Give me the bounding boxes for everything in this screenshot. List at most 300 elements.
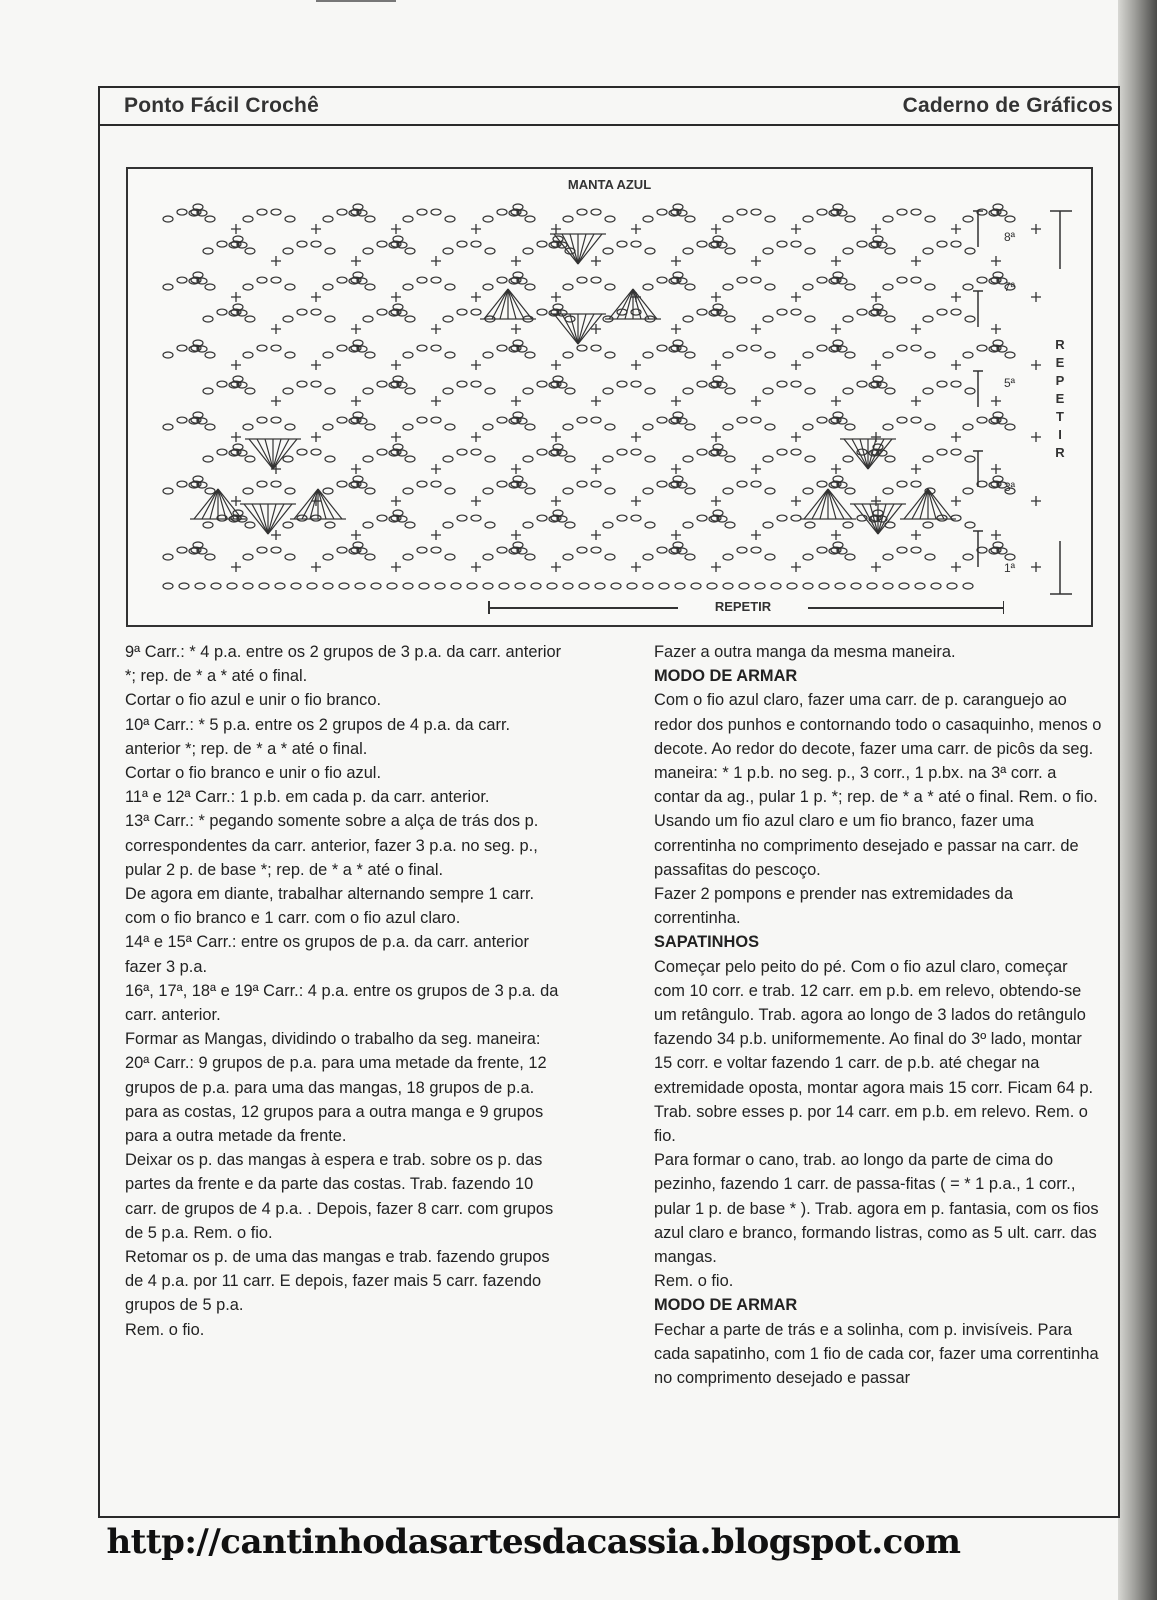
chain-stitch-symbol xyxy=(611,583,621,589)
single-crochet-symbol xyxy=(751,530,761,540)
chain-stitch-symbol xyxy=(405,316,415,322)
chain-stitch-symbol xyxy=(1005,554,1015,560)
chain-stitch-symbol xyxy=(697,449,707,455)
chain-stitch-symbol xyxy=(377,515,387,521)
chain-stitch-symbol xyxy=(283,316,293,322)
chain-stitch-symbol xyxy=(443,248,453,254)
single-crochet-symbol xyxy=(831,530,841,540)
chain-stitch-symbol xyxy=(697,381,707,387)
chain-stitch-symbol xyxy=(457,381,467,387)
chain-stitch-symbol xyxy=(723,352,733,358)
chain-stitch-symbol xyxy=(777,449,787,455)
single-crochet-symbol xyxy=(351,324,361,334)
chain-stitch-symbol xyxy=(643,424,653,430)
chain-stitch-symbol xyxy=(963,488,973,494)
chain-stitch-symbol xyxy=(737,277,747,283)
chain-stitch-symbol xyxy=(723,488,733,494)
chain-stitch-symbol xyxy=(897,417,907,423)
fan-stitch-line xyxy=(492,289,508,319)
single-crochet-symbol xyxy=(631,496,641,506)
chain-stitch-symbol xyxy=(683,456,693,462)
chain-stitch-symbol xyxy=(765,284,775,290)
chain-stitch-symbol xyxy=(697,515,707,521)
chain-stitch-symbol xyxy=(883,488,893,494)
chain-stitch-symbol xyxy=(365,284,375,290)
chain-stitch-symbol xyxy=(805,388,815,394)
chain-stitch-symbol xyxy=(843,248,853,254)
chain-stitch-symbol xyxy=(965,248,975,254)
chain-stitch-symbol xyxy=(1005,352,1015,358)
chain-stitch-symbol xyxy=(283,388,293,394)
single-crochet-symbol xyxy=(391,360,401,370)
chain-stitch-symbol xyxy=(805,316,815,322)
chain-stitch-symbol xyxy=(845,424,855,430)
chain-stitch-symbol xyxy=(885,248,895,254)
paragraph: Fazer a outra manga da mesma maneira. xyxy=(654,643,956,661)
single-crochet-symbol xyxy=(751,464,761,474)
chain-stitch-symbol xyxy=(835,583,845,589)
paragraph: Com o fio azul claro, fazer uma carr. de p. caranguejo ao redor dos punhos e contornando todo o casaquinho, menos o decote. Ao redor do decote, fazer uma carr. de picôs da seg. maneira: * 1 p.b. no seg. p., 3 corr., 1 p.bx. na 3ª corr. a contar da ag., pular 1 p. *; rep. de * a * até o final. Rem. o fio. Usando um fio azul claro e um fio branco, fazer uma correntinha no comprimento desejado e passar na carr. de passafitas do pescoço. xyxy=(654,691,1102,879)
single-crochet-symbol xyxy=(351,464,361,474)
chain-stitch-symbol xyxy=(951,515,961,521)
chain-stitch-symbol xyxy=(723,284,733,290)
picot-dot xyxy=(716,516,719,519)
single-crochet-symbol xyxy=(791,496,801,506)
single-crochet-symbol xyxy=(311,432,321,442)
chain-stitch-symbol xyxy=(631,515,641,521)
single-crochet-symbol xyxy=(511,530,521,540)
picot-dot xyxy=(516,346,519,349)
chain-stitch-symbol xyxy=(777,241,787,247)
chain-stitch-symbol xyxy=(915,583,925,589)
single-crochet-symbol xyxy=(791,292,801,302)
single-crochet-symbol xyxy=(391,496,401,506)
chain-stitch-symbol xyxy=(723,583,733,589)
single-crochet-symbol xyxy=(671,530,681,540)
side-repeat-letter: R xyxy=(1055,337,1065,352)
single-crochet-symbol xyxy=(791,360,801,370)
chain-stitch-symbol xyxy=(431,209,441,215)
chain-stitch-symbol xyxy=(803,424,813,430)
chain-stitch-symbol xyxy=(365,216,375,222)
chain-stitch-symbol xyxy=(431,277,441,283)
chain-stitch-symbol xyxy=(217,309,227,315)
chain-stitch-symbol xyxy=(243,488,253,494)
single-crochet-symbol xyxy=(231,360,241,370)
chain-stitch-symbol xyxy=(751,277,761,283)
chain-stitch-symbol xyxy=(325,388,335,394)
section-heading: MODO DE ARMAR xyxy=(654,667,798,686)
single-crochet-symbol xyxy=(671,324,681,334)
chain-stitch-symbol xyxy=(787,583,797,589)
chain-stitch-symbol xyxy=(257,209,267,215)
chain-stitch-symbol xyxy=(791,515,801,521)
chain-stitch-symbol xyxy=(697,241,707,247)
chain-stitch-symbol xyxy=(205,284,215,290)
chain-stitch-symbol xyxy=(737,209,747,215)
single-crochet-symbol xyxy=(1031,224,1041,234)
chain-stitch-symbol xyxy=(205,424,215,430)
picot-dot xyxy=(396,516,399,519)
single-crochet-symbol xyxy=(311,562,321,572)
chain-stitch-symbol xyxy=(163,424,173,430)
chain-stitch-symbol xyxy=(483,424,493,430)
chain-stitch-symbol xyxy=(965,316,975,322)
chain-stitch-symbol xyxy=(923,456,933,462)
repeat-bracket-end-right xyxy=(1003,601,1005,614)
chain-stitch-symbol xyxy=(497,481,507,487)
chain-stitch-symbol xyxy=(499,583,509,589)
single-crochet-symbol xyxy=(951,360,961,370)
chain-stitch-symbol xyxy=(685,554,695,560)
fan-stitch-line xyxy=(218,489,234,519)
single-crochet-symbol xyxy=(231,496,241,506)
chain-stitch-symbol xyxy=(617,381,627,387)
chain-stitch-symbol xyxy=(911,547,921,553)
chain-stitch-symbol xyxy=(617,449,627,455)
picot-dot xyxy=(236,382,239,385)
chain-stitch-symbol xyxy=(497,209,507,215)
chain-stitch-symbol xyxy=(323,583,333,589)
chain-stitch-symbol xyxy=(657,547,667,553)
chain-stitch-symbol xyxy=(325,248,335,254)
chain-stitch-symbol xyxy=(257,547,267,553)
row-end-marker xyxy=(973,291,983,327)
chain-stitch-symbol xyxy=(819,583,829,589)
repeat-bracket-bottom xyxy=(488,599,1004,619)
chain-stitch-symbol xyxy=(445,554,455,560)
chain-stitch-symbol xyxy=(563,583,573,589)
chain-stitch-symbol xyxy=(923,248,933,254)
chain-stitch-symbol xyxy=(483,554,493,560)
single-crochet-symbol xyxy=(911,256,921,266)
chain-stitch-symbol xyxy=(467,583,477,589)
chain-stitch-symbol xyxy=(605,424,615,430)
chain-stitch-symbol xyxy=(723,554,733,560)
chain-stitch-symbol xyxy=(285,424,295,430)
chain-stitch-symbol xyxy=(283,248,293,254)
single-crochet-symbol xyxy=(711,224,721,234)
chain-stitch-symbol xyxy=(163,216,173,222)
chain-stitch-symbol xyxy=(763,388,773,394)
paragraph: Cortar o fio azul e unir o fio branco. xyxy=(125,691,382,710)
chain-stitch-symbol xyxy=(419,583,429,589)
chain-stitch-symbol xyxy=(725,316,735,322)
chain-stitch-symbol xyxy=(899,583,909,589)
fan-stitch-line xyxy=(508,289,524,319)
chain-stitch-symbol xyxy=(537,381,547,387)
chain-stitch-symbol xyxy=(657,277,667,283)
chain-stitch-symbol xyxy=(817,417,827,423)
single-crochet-symbol xyxy=(231,432,241,442)
chain-stitch-symbol xyxy=(163,352,173,358)
repeat-bottom-label: REPETIR xyxy=(678,599,808,614)
picot-dot xyxy=(516,418,519,421)
chain-stitch-symbol xyxy=(725,456,735,462)
chain-stitch-symbol xyxy=(445,488,455,494)
chain-stitch-symbol xyxy=(643,216,653,222)
picot-dot xyxy=(716,450,719,453)
chain-stitch-symbol xyxy=(285,554,295,560)
chain-stitch-symbol xyxy=(751,345,761,351)
chain-stitch-symbol xyxy=(577,345,587,351)
chain-stitch-symbol xyxy=(245,522,255,528)
chain-stitch-symbol xyxy=(937,309,947,315)
picot-dot xyxy=(836,278,839,281)
header-left-title: Ponto Fácil Crochê xyxy=(124,94,319,117)
chain-stitch-symbol xyxy=(563,554,573,560)
chain-stitch-symbol xyxy=(377,449,387,455)
chain-stitch-symbol xyxy=(803,352,813,358)
chain-stitch-symbol xyxy=(643,352,653,358)
chain-stitch-symbol xyxy=(631,241,641,247)
chain-stitch-symbol xyxy=(963,352,973,358)
chain-stitch-symbol xyxy=(403,424,413,430)
single-crochet-symbol xyxy=(551,224,561,234)
chain-stitch-symbol xyxy=(443,388,453,394)
chain-stitch-symbol xyxy=(271,547,281,553)
single-crochet-symbol xyxy=(551,432,561,442)
chain-stitch-symbol xyxy=(883,352,893,358)
chain-stitch-symbol xyxy=(805,248,815,254)
chain-stitch-symbol xyxy=(417,345,427,351)
chain-stitch-symbol xyxy=(311,381,321,387)
chain-stitch-symbol xyxy=(591,417,601,423)
chain-stitch-symbol xyxy=(817,277,827,283)
picot-dot xyxy=(836,548,839,551)
chain-stitch-symbol xyxy=(523,522,533,528)
chain-stitch-symbol xyxy=(765,216,775,222)
chain-stitch-symbol xyxy=(951,381,961,387)
chain-stitch-symbol xyxy=(435,583,445,589)
chain-stitch-symbol xyxy=(897,547,907,553)
single-crochet-symbol xyxy=(631,224,641,234)
chain-stitch-symbol xyxy=(603,388,613,394)
picot-dot xyxy=(996,418,999,421)
picot-dot xyxy=(236,450,239,453)
chain-stitch-symbol xyxy=(977,417,987,423)
chain-stitch-symbol xyxy=(245,456,255,462)
chain-stitch-symbol xyxy=(805,456,815,462)
chain-stitch-symbol xyxy=(485,388,495,394)
chain-stitch-symbol xyxy=(763,522,773,528)
chain-stitch-symbol xyxy=(923,522,933,528)
chain-stitch-symbol xyxy=(725,522,735,528)
chain-stitch-symbol xyxy=(643,554,653,560)
chain-stitch-symbol xyxy=(163,284,173,290)
paragraph: De agora em diante, trabalhar alternando sempre 1 carr. com o fio branco e 1 carr. com o fio azul claro. xyxy=(125,885,535,928)
chain-stitch-symbol xyxy=(271,417,281,423)
chain-stitch-symbol xyxy=(365,554,375,560)
picot-dot xyxy=(836,346,839,349)
picot-dot xyxy=(716,242,719,245)
chain-stitch-symbol xyxy=(591,345,601,351)
picot-dot xyxy=(836,210,839,213)
chain-stitch-symbol xyxy=(851,583,861,589)
chain-stitch-symbol xyxy=(697,309,707,315)
chain-stitch-symbol xyxy=(525,352,535,358)
single-crochet-symbol xyxy=(951,292,961,302)
paragraph: Retomar os p. de uma das mangas e trab. fazendo grupos de 4 p.a. por 11 carr. E depois, fazer mais 5 carr. fazendo grupos de 5 p.a. xyxy=(125,1248,550,1315)
chain-stitch-symbol xyxy=(291,583,301,589)
chain-stitch-symbol xyxy=(885,456,895,462)
single-crochet-symbol xyxy=(911,324,921,334)
chain-stitch-symbol xyxy=(471,515,481,521)
chain-stitch-symbol xyxy=(297,449,307,455)
chain-stitch-symbol xyxy=(603,248,613,254)
picot-dot xyxy=(556,310,559,313)
chain-stitch-symbol xyxy=(765,352,775,358)
chain-stitch-symbol xyxy=(977,345,987,351)
chain-stitch-symbol xyxy=(963,424,973,430)
picot-dot xyxy=(356,482,359,485)
chain-stitch-symbol xyxy=(817,547,827,553)
picot-dot xyxy=(676,482,679,485)
chain-stitch-symbol xyxy=(657,481,667,487)
chain-stitch-symbol xyxy=(497,345,507,351)
chain-stitch-symbol xyxy=(297,309,307,315)
chain-stitch-symbol xyxy=(337,209,347,215)
picot-dot xyxy=(676,548,679,551)
chain-stitch-symbol xyxy=(923,388,933,394)
chain-stitch-symbol xyxy=(377,241,387,247)
chain-stitch-symbol xyxy=(497,547,507,553)
single-crochet-symbol xyxy=(791,562,801,572)
single-crochet-symbol xyxy=(271,530,281,540)
chain-stitch-symbol xyxy=(631,449,641,455)
chain-stitch-symbol xyxy=(805,522,815,528)
paragraph: 10ª Carr.: * 5 p.a. entre os 2 grupos de 4 p.a. da carr. anterior *; rep. de * a * até o final. xyxy=(125,715,511,758)
single-crochet-symbol xyxy=(631,432,641,442)
single-crochet-symbol xyxy=(591,464,601,474)
chain-stitch-symbol xyxy=(763,248,773,254)
chain-stitch-symbol xyxy=(177,417,187,423)
single-crochet-symbol xyxy=(711,562,721,572)
chain-stitch-symbol xyxy=(471,449,481,455)
single-crochet-symbol xyxy=(231,224,241,234)
chain-stitch-symbol xyxy=(177,209,187,215)
chain-stitch-symbol xyxy=(751,209,761,215)
chain-stitch-symbol xyxy=(325,316,335,322)
chain-stitch-symbol xyxy=(445,352,455,358)
chain-stitch-symbol xyxy=(523,456,533,462)
chain-stitch-symbol xyxy=(483,352,493,358)
chain-stitch-symbol xyxy=(565,388,575,394)
single-crochet-symbol xyxy=(671,256,681,266)
chain-stitch-symbol xyxy=(897,481,907,487)
single-crochet-symbol xyxy=(911,464,921,474)
chain-stitch-symbol xyxy=(531,583,541,589)
chain-stitch-symbol xyxy=(205,554,215,560)
chain-stitch-symbol xyxy=(685,284,695,290)
picot-dot xyxy=(196,346,199,349)
chain-stitch-symbol xyxy=(937,449,947,455)
single-crochet-symbol xyxy=(991,530,1001,540)
chain-stitch-symbol xyxy=(525,284,535,290)
chain-stitch-symbol xyxy=(431,345,441,351)
row-label: 7ª xyxy=(1004,280,1016,294)
single-crochet-symbol xyxy=(871,562,881,572)
single-crochet-symbol xyxy=(631,562,641,572)
chain-stitch-symbol xyxy=(1005,424,1015,430)
chain-stitch-symbol xyxy=(723,216,733,222)
paragraph: Para formar o cano, trab. ao longo da parte de cima do pezinho, fazendo 1 carr. de passa-fitas ( = * 1 p.a., 1 corr., pular 1 p. de base * ). Trab. agora em p. fantasia, com os fios azul claro e branco, formando listras, como as 5 ult. carr. das mangas. xyxy=(654,1151,1099,1267)
crochet-chart xyxy=(126,167,1093,627)
single-crochet-symbol xyxy=(1031,432,1041,442)
chain-stitch-symbol xyxy=(323,284,333,290)
single-crochet-symbol xyxy=(271,256,281,266)
single-crochet-symbol xyxy=(871,224,881,234)
chain-stitch-symbol xyxy=(737,345,747,351)
chain-stitch-symbol xyxy=(275,583,285,589)
chain-stitch-symbol xyxy=(843,388,853,394)
picot-dot xyxy=(396,310,399,313)
chain-stitch-symbol xyxy=(547,583,557,589)
chain-stitch-symbol xyxy=(777,515,787,521)
chain-stitch-symbol xyxy=(243,284,253,290)
chain-stitch-symbol xyxy=(163,554,173,560)
chain-stitch-symbol xyxy=(337,277,347,283)
chain-stitch-symbol xyxy=(371,583,381,589)
chain-stitch-symbol xyxy=(595,583,605,589)
chain-stitch-symbol xyxy=(417,547,427,553)
chain-stitch-symbol xyxy=(911,277,921,283)
chain-stitch-symbol xyxy=(591,481,601,487)
chain-stitch-symbol xyxy=(403,284,413,290)
chain-stitch-symbol xyxy=(323,488,333,494)
chain-stitch-symbol xyxy=(591,547,601,553)
chain-stitch-symbol xyxy=(285,488,295,494)
picot-dot xyxy=(356,346,359,349)
picot-dot xyxy=(836,418,839,421)
footer-url: http://cantinhodasartesdacassia.blogspot.com xyxy=(106,1522,961,1562)
chain-stitch-symbol xyxy=(643,583,653,589)
chain-stitch-symbol xyxy=(325,456,335,462)
single-crochet-symbol xyxy=(351,530,361,540)
chain-stitch-symbol xyxy=(203,248,213,254)
chain-stitch-symbol xyxy=(443,456,453,462)
chain-stitch-symbol xyxy=(737,417,747,423)
side-repeat-letter: E xyxy=(1055,391,1065,406)
chain-stitch-symbol xyxy=(937,381,947,387)
chain-stitch-symbol xyxy=(883,216,893,222)
chain-stitch-symbol xyxy=(577,481,587,487)
single-crochet-symbol xyxy=(991,256,1001,266)
single-crochet-symbol xyxy=(831,464,841,474)
chain-stitch-symbol xyxy=(445,216,455,222)
single-crochet-symbol xyxy=(871,292,881,302)
chain-stitch-symbol xyxy=(339,583,349,589)
chain-stitch-symbol xyxy=(203,316,213,322)
picot-dot xyxy=(396,450,399,453)
picot-dot xyxy=(396,242,399,245)
chain-stitch-symbol xyxy=(387,583,397,589)
chain-stitch-symbol xyxy=(817,209,827,215)
chain-stitch-symbol xyxy=(203,456,213,462)
chain-stitch-symbol xyxy=(931,583,941,589)
picot-dot xyxy=(676,346,679,349)
single-crochet-symbol xyxy=(431,396,441,406)
picot-dot xyxy=(196,548,199,551)
picot-dot xyxy=(996,278,999,281)
chain-stitch-symbol xyxy=(897,277,907,283)
fan-stitch-line xyxy=(578,234,594,264)
chain-stitch-symbol xyxy=(417,277,427,283)
side-repeat-letter: P xyxy=(1055,373,1065,388)
chain-stitch-symbol xyxy=(311,309,321,315)
single-crochet-symbol xyxy=(391,432,401,442)
chain-stitch-symbol xyxy=(363,316,373,322)
